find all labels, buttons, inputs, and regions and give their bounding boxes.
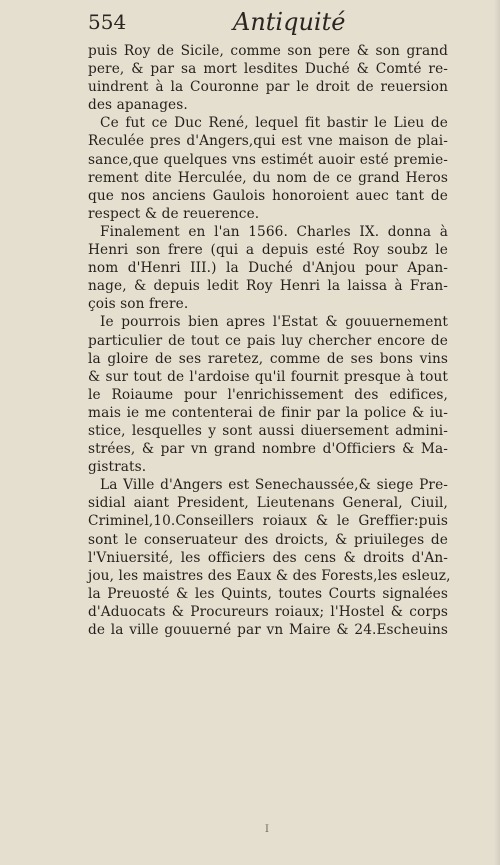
page-header xyxy=(88,10,448,40)
text-line: mais ie me contenterai de finir par la police & iu- xyxy=(88,404,448,421)
text-line: pere, & par sa mort lesdites Duché & Comté re- xyxy=(88,61,448,78)
text-line: rement dite Herculée, du nom de ce grand Heros xyxy=(88,169,448,186)
signature-mark: I xyxy=(265,824,269,835)
text-line: strées, & par vn grand nombre d'Officiers & Ma- xyxy=(88,441,448,458)
text-line: Henri son frere (qui a depuis esté Roy soubz le xyxy=(88,242,448,259)
text-line: La Ville d'Angers est Senechaussée,& siege Pre- xyxy=(100,477,448,494)
text-line: le Roiaume pour l'enrichissement des edifices, xyxy=(88,386,448,403)
text-line: que nos anciens Gaulois honoroient auec tant de xyxy=(88,187,448,204)
text-line: la Preuosté & les Quints, toutes Courts signalées xyxy=(88,585,448,602)
text-line: çois son frere. xyxy=(88,296,189,313)
text-line: puis Roy de Sicile, comme son pere & son grand xyxy=(88,43,448,59)
text-line: l'Vniuersité, les officiers des cens & droits d'An- xyxy=(88,549,448,566)
text-line: Finalement en l'an 1566. Charles IX. donna à xyxy=(100,223,448,240)
text-line: stice, lesquelles y sont aussi diuersement admini- xyxy=(88,422,448,439)
text-line: particulier de tout ce pais luy chercher encore de xyxy=(88,332,448,349)
text-line: Reculée pres d'Angers,qui est vne maison de plai- xyxy=(88,133,448,150)
text-line: & sur tout de l'ardoise qu'il fournit presque à tout xyxy=(88,368,448,385)
text-line: respect & de reuerence. xyxy=(88,205,260,222)
text-line: des apanages. xyxy=(88,97,188,114)
text-line: Ce fut ce Duc René, lequel fit bastir le Lieu de xyxy=(100,115,448,132)
text-line: d'Aduocats & Procureurs roiaux; l'Hostel & corps xyxy=(88,603,448,620)
text-line: nage, & depuis ledit Roy Henri la laissa à Fran- xyxy=(88,278,448,295)
body-text xyxy=(88,42,451,639)
text-line: la gloire de ses raretez, comme de ses bons vins xyxy=(88,350,448,367)
text-line: gistrats. xyxy=(88,459,147,476)
text-line: sont le conseruateur des droicts, & priuileges de xyxy=(88,531,448,548)
text-line: sidial aiant President, Lieutenans General, Ciuil, xyxy=(88,495,448,512)
text-line: jou, les maistres des Eaux & des Forests,les esleuz, xyxy=(88,567,451,584)
text-line: Criminel,10.Conseillers roiaux & le Greffier:puis xyxy=(88,513,448,530)
text-line: nom d'Henri III.) la Duché d'Anjou pour Apan- xyxy=(88,260,448,277)
text-line: Ie pourrois bien apres l'Estat & gouuernement xyxy=(100,314,448,331)
running-head: Antiquité xyxy=(233,8,346,36)
text-line: de la ville gouuerné par vn Maire & 24.Escheuins xyxy=(88,622,448,638)
text-line: sance,que quelques vns estimét auoir esté premie- xyxy=(88,151,448,168)
text-line: uindrent à la Couronne par le droit de reuersion xyxy=(88,79,448,96)
page-number: 554 xyxy=(88,10,127,34)
page-edge-shadow xyxy=(494,0,500,865)
